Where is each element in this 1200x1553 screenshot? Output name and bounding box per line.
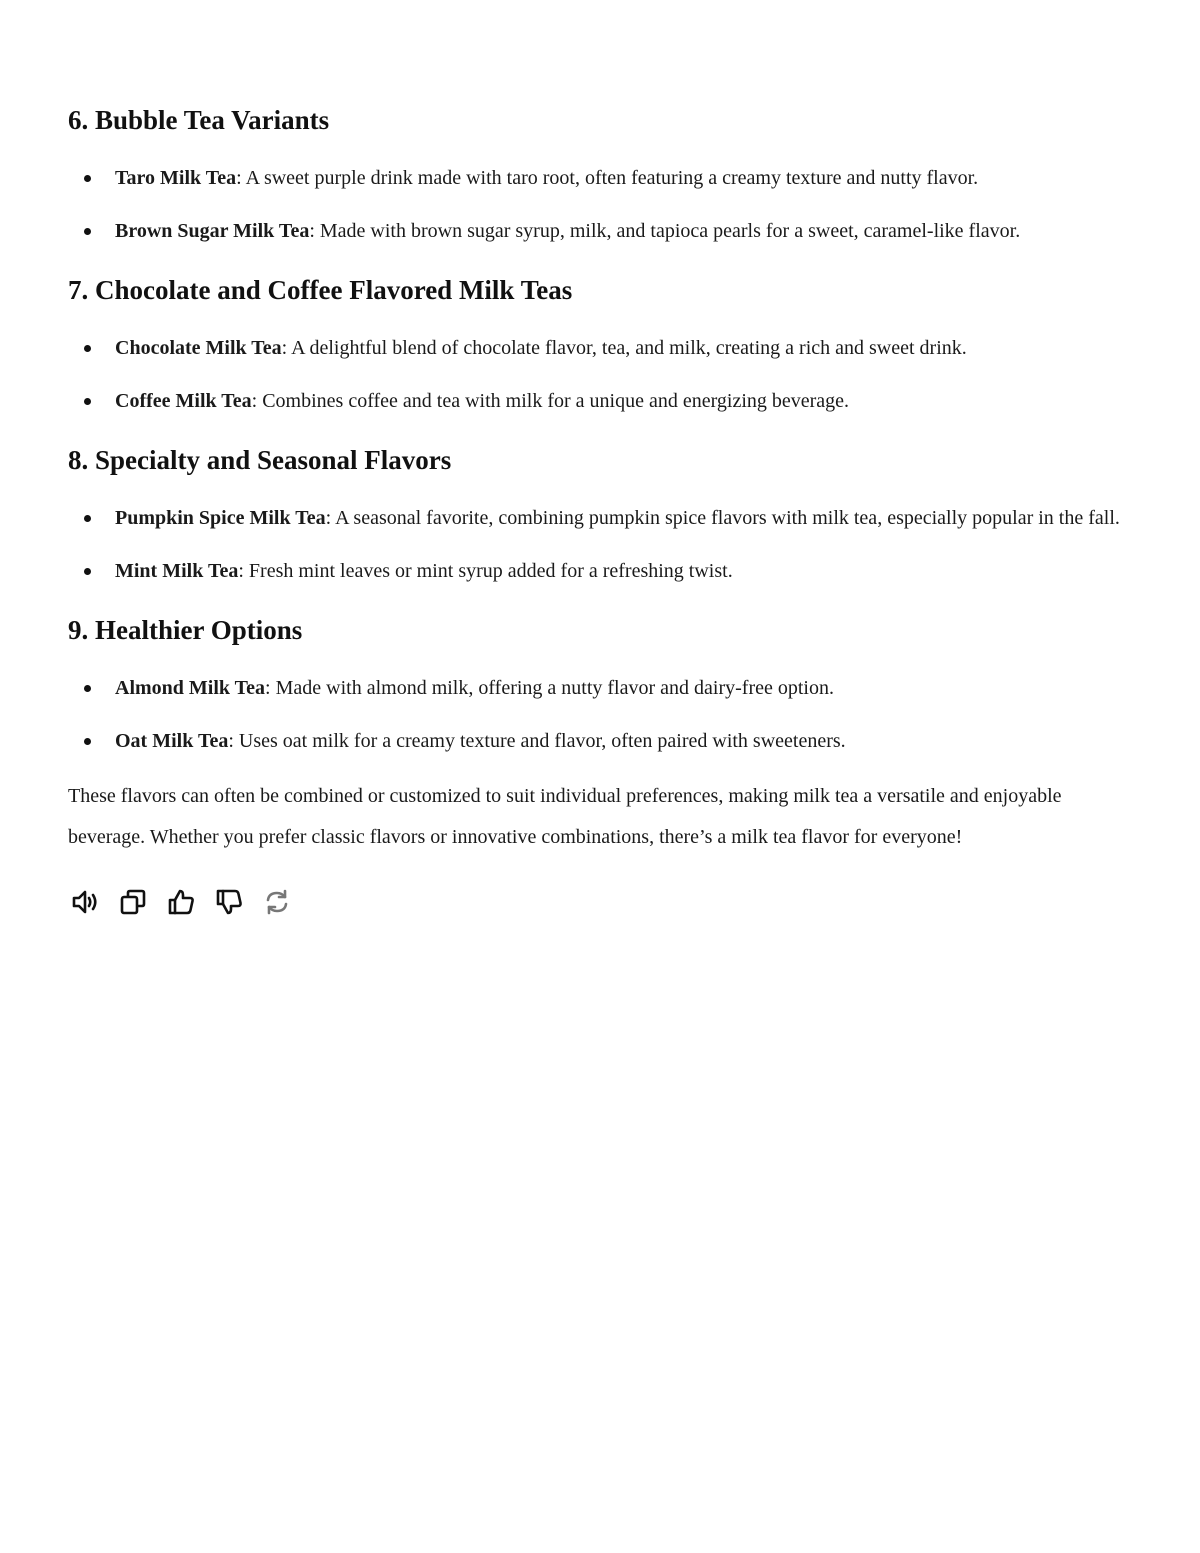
message-content: [68, 96, 1128, 922]
section-healthier-options: [68, 606, 1128, 762]
item-name: Taro Milk Tea: [115, 167, 237, 189]
speaker-icon[interactable]: [68, 885, 102, 919]
section-title: 9. Healthier Options: [68, 615, 303, 645]
item-description: : Fresh mint leaves or mint syrup added for a refreshing twist.: [238, 560, 733, 582]
item-list: [68, 158, 1128, 252]
section-title: 7. Chocolate and Coffee Flavored Milk Teas: [68, 275, 573, 305]
item-name: Mint Milk Tea: [115, 560, 239, 582]
list-item: [68, 381, 1128, 422]
message-actions-toolbar: [68, 882, 1128, 922]
list-item: [68, 498, 1128, 539]
item-list: [68, 498, 1128, 592]
item-description: : Combines coffee and tea with milk for a unique and energizing beverage.: [251, 390, 850, 412]
list-item: [68, 328, 1128, 369]
closing-paragraph: These flavors can often be combined or customized to suit individual preferences, making milk tea a versatile and enjoyable beverage. Whether you prefer classic flavors or innovative combinations, there’s a milk tea flavor for everyone!: [68, 785, 1062, 848]
item-description: : Made with brown sugar syrup, milk, and tapioca pearls for a sweet, caramel-like flavor.: [309, 220, 1021, 242]
item-list: [68, 668, 1128, 762]
thumbs-down-icon[interactable]: [212, 885, 246, 919]
item-list: [68, 328, 1128, 422]
item-description: : A seasonal favorite, combining pumpkin spice flavors with milk tea, especially popular in the fall.: [325, 507, 1120, 529]
item-name: Almond Milk Tea: [115, 677, 266, 699]
item-name: Brown Sugar Milk Tea: [115, 220, 310, 242]
item-description: : Uses oat milk for a creamy texture and flavor, often paired with sweeteners.: [228, 730, 846, 752]
list-item: [68, 551, 1128, 592]
list-item: [68, 158, 1128, 199]
copy-icon[interactable]: [116, 885, 150, 919]
regenerate-icon[interactable]: [260, 885, 294, 919]
section-title: 6. Bubble Tea Variants: [68, 105, 330, 135]
section-title: 8. Specialty and Seasonal Flavors: [68, 445, 452, 475]
thumbs-up-icon[interactable]: [164, 885, 198, 919]
item-description: : Made with almond milk, offering a nutty flavor and dairy-free option.: [265, 677, 834, 699]
section-bubble-tea-variants: [68, 96, 1128, 252]
list-item: [68, 668, 1128, 709]
item-name: Oat Milk Tea: [115, 730, 229, 752]
item-name: Chocolate Milk Tea: [115, 337, 282, 359]
list-item: [68, 211, 1128, 252]
list-item: [68, 721, 1128, 762]
section-chocolate-coffee: [68, 266, 1128, 422]
item-name: Pumpkin Spice Milk Tea: [115, 507, 326, 529]
item-name: Coffee Milk Tea: [115, 390, 252, 412]
item-description: : A sweet purple drink made with taro root, often featuring a creamy texture and nutty flavor.: [236, 167, 979, 189]
item-description: : A delightful blend of chocolate flavor, tea, and milk, creating a rich and sweet drink.: [281, 337, 967, 359]
section-specialty-seasonal: [68, 436, 1128, 592]
